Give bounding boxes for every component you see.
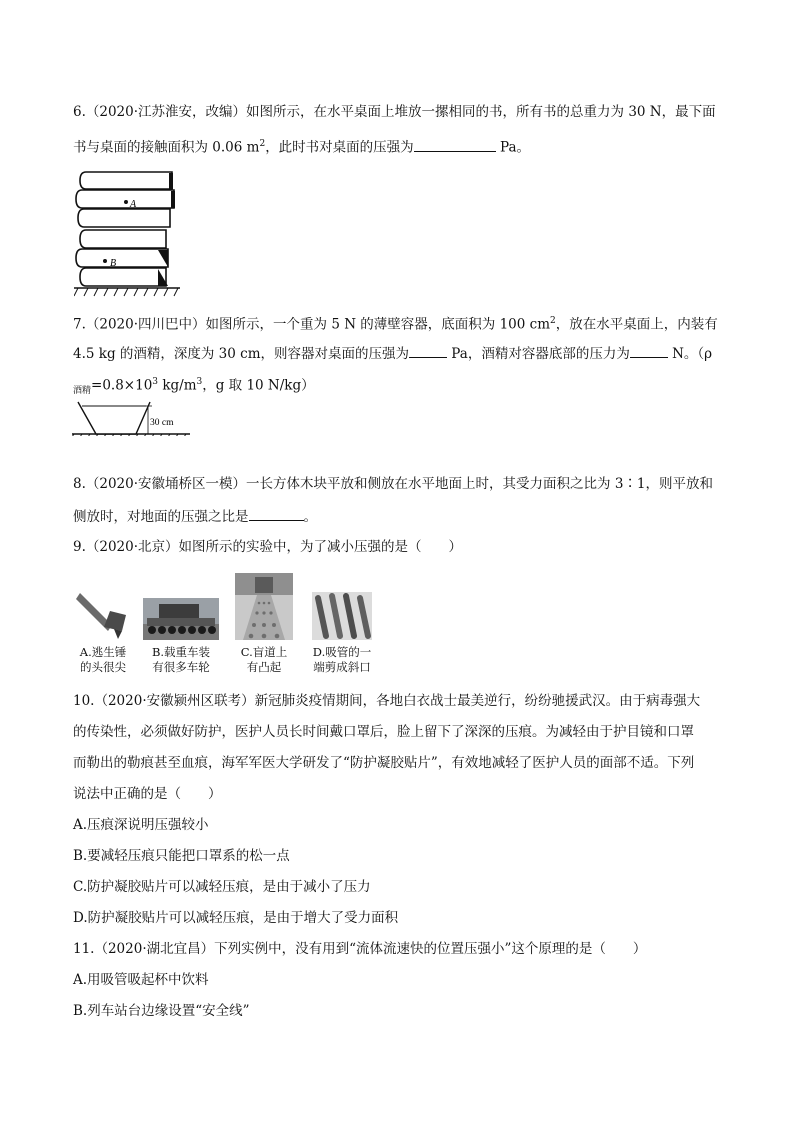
q11-option-b: B.列车站台边缘设置“安全线” <box>73 1003 250 1019</box>
q8-answer-blank[interactable] <box>249 506 304 521</box>
q11-line-1: 11.（2020·湖北宜昌）下列实例中，没有用到“流体流速快的位置压强小”这个原理的是（ ） <box>73 941 647 957</box>
q10-option-b: B.要减轻压痕只能把口罩系的松一点 <box>73 848 290 864</box>
q7-line-2: 4.5 kg 的酒精，深度为 30 cm，则容器对桌面的压强为 Pa，酒精对容器底部的压力为 N。（ρ <box>73 343 712 363</box>
container-figure <box>72 400 190 436</box>
escape-hammer-photo <box>74 585 130 640</box>
q10-line-3: 而勒出的勒痕甚至血痕，海军军医大学研发了“防护凝胶贴片”，有效地减轻了医护人员的面部不适。下列 <box>73 755 695 771</box>
q9-option-d: D.吸管的一 端剪成斜口 <box>312 645 372 674</box>
q9-option-c: C.盲道上 有凸起 <box>240 645 288 674</box>
q10-option-a: A.压痕深说明压强较小 <box>73 817 209 833</box>
q7-line-3: $_{酒精}=0.8\times 10^3$ $kg/m^3$，g 取 10 N/kg） <box>73 377 315 397</box>
q9-line-1: 9.（2020·北京）如图所示的实验中，为了减小压强的是（ ） <box>73 539 463 555</box>
q10-option-c: C.防护凝胶贴片可以减轻压痕，是由于减小了压力 <box>73 879 371 895</box>
q11-option-a: A.用吸管吸起杯中饮料 <box>73 972 209 988</box>
q6-answer-blank[interactable] <box>414 137 496 152</box>
q10-line-1: 10.（2020·安徽颍州区联考）新冠肺炎疫情期间，各地白衣战士最美逆行，纷纷驰援武汉。由于病毒强大 <box>73 693 701 709</box>
q10-line-4: 说法中正确的是（ ） <box>73 786 222 802</box>
q7-pressure-blank[interactable] <box>409 343 447 358</box>
tactile-paving-photo <box>235 573 293 640</box>
straws-photo <box>312 592 372 640</box>
q10-line-2: 的传染性，必须做好防护，医护人员长时间戴口罩后，脸上留下了深深的压痕。为减轻由于护目镜和口罩 <box>73 724 694 740</box>
book-label-a: A <box>130 199 137 210</box>
book-label-b: B <box>110 258 117 269</box>
q7-force-blank[interactable] <box>630 343 668 358</box>
heavy-truck-photo <box>143 598 219 640</box>
stacked-books-figure <box>74 168 180 302</box>
q9-option-b: B.载重车装 有很多车轮 <box>151 645 211 674</box>
q8-line-2: 侧放时，对地面的压强之比是 。 <box>73 506 317 526</box>
q10-option-d: D.防护凝胶贴片可以减轻压痕，是由于增大了受力面积 <box>73 910 399 926</box>
q8-line-1: 8.（2020·安徽埇桥区一模）一长方体木块平放和侧放在水平地面上时，其受力面积之比为 3∶1，则平放和 <box>73 476 713 492</box>
q6-line-1: 6.（2020·江苏淮安，改编）如图所示，在水平桌面上堆放一摞相同的书，所有书的总重力为 30 N，最下面 <box>73 104 716 120</box>
q7-line-1: 7.（2020·四川巴中）如图所示，一个重为 5 N 的薄壁容器，底面积为 100 $cm^2$，放在水平桌面上，内装有 <box>73 316 718 333</box>
q9-option-a: A.逃生锤 的头很尖 <box>79 645 127 674</box>
q6-line-2: 书与桌面的接触面积为 0.06 $m^2$，此时书对桌面的压强为 Pa。 <box>73 135 530 157</box>
container-depth-label: 30 cm <box>150 418 174 428</box>
